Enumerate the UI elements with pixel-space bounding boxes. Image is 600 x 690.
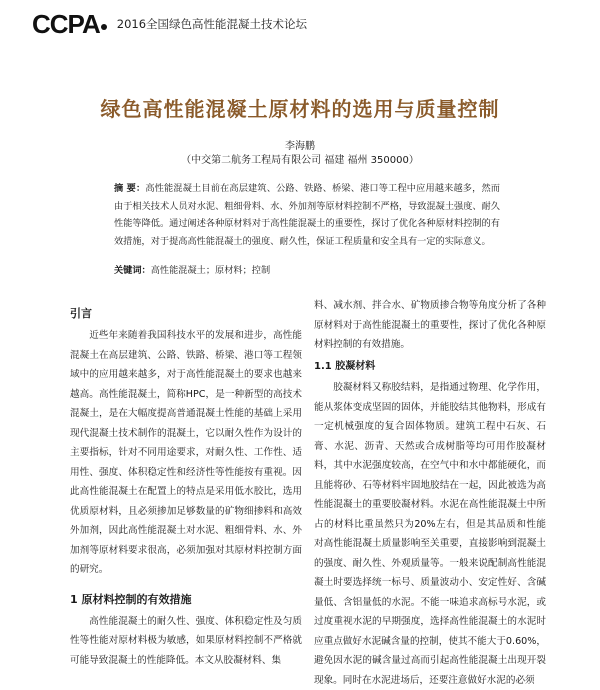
keywords [114, 262, 500, 276]
paper-title: 绿色高性能混凝土原材料的选用与质量控制 [100, 97, 500, 121]
intro-heading: 引言 [70, 307, 92, 320]
abstract [114, 180, 500, 250]
paper-author: 李海鹏 [285, 141, 315, 152]
keywords-text: 高性能混凝土；原材料；控制 [150, 265, 271, 276]
section11-heading: 1.1 胶凝材料 [314, 360, 376, 372]
right-column [314, 296, 546, 690]
continuation-paragraph: 料、减水剂、拌合水、矿物质掺合物等角度分析了各种原材料对于高性能混凝土的重要性，探讨了优化各种原材料控制的有效措施。 [314, 300, 546, 350]
page-header [32, 8, 308, 39]
ccpa-logo: CCPA [32, 8, 100, 39]
paper-affiliation: （中交第二航务工程局有限公司 福建 福州 350000） [181, 155, 419, 166]
abstract-text: 高性能混凝土目前在高层建筑、公路、铁路、桥梁、港口等工程中应用越来越多，然而由于相关技术人员对水泥、粗细骨料、水、外加剂等原材料控制不严格，导致混凝土强度、耐久性能等降低。通过阐述各种原材料对于高性能混凝土的重要性，探讨了优化各种原材料控制的有效措施，对于提高高性能混凝土的强度、耐久性，保证工程质量和安全具有一定的实际意义。 [114, 183, 500, 247]
intro-paragraph: 近些年来随着我国科技水平的发展和进步，高性能混凝土在高层建筑、公路、铁路、桥梁、港口等工程领域中的应用越来越多，对于高性能混凝土的要求也越来越高。高性能混凝土，简称HPC，是一种新型的高技术混凝土，是在大幅度提高普通混凝土性能的基础上采用现代混凝土技术制作的混凝土，它以耐久性作为设计的主要指标，针对不同用途要求，对耐久性、工作性、适用性、强度、体积稳定性和经济性等性能按有重视。因此高性能混凝土在配置上的特点是采用低水胶比，选用优质原材料，且必须掺加足够数量的矿物细掺料和高效外加剂，因此高性能混凝土对水泥、粗细骨料、水、外加剂等原材料要求很高，必须加强对其原材料控制方面的研究。 [70, 330, 302, 575]
section1-paragraph: 高性能混凝土的耐久性、强度、体积稳定性及匀质性等性能对原材料极为敏感，如果原材料控制不严格就可能导致混凝土的性能降低。本文从胶凝材料、集 [70, 615, 302, 666]
left-column [70, 300, 302, 670]
keywords-label: 关键词： [114, 265, 151, 276]
logo-dot-icon [101, 24, 107, 30]
abstract-label: 摘 要： [114, 183, 146, 194]
section11-paragraph: 胶凝材料又称胶结料，是指通过物理、化学作用，能从浆体变成坚固的固体，并能胶结其他物料，形成有一定机械强度的复合固体物质。建筑工程中石灰、石膏、水泥、沥青、天然或合成树脂等均可用作胶凝材料，其中水泥强度较高，在空气中和水中都能硬化，而且能将砂、石等材料牢固地胶结在一起，因此被选为高性能混凝土的重要胶凝材料。水泥在高性能混凝土中所占的材料比重虽然只为20%左右，但是其品质和性能对高性能混凝土质量影响至关重要，直接影响到混凝土的强度、耐久性、外观质量等。一般来说配制高性能混凝土时要选择统一标号、质量波动小、安定性好、含碱量低、含铝量低的水泥。不能一味追求高标号水泥，或过度重视水泥的早期强度，选择高性能混凝土的水泥时应重点做好水泥碱含量的控制，使其不能大于0.60%，避免因水泥的碱含量过高而引起高性能混凝土出现开裂现象。同时在水泥进场后，还要注意做好水泥的必须 [314, 382, 546, 686]
conference-name: 2016全国绿色高性能混凝土技术论坛 [116, 17, 308, 31]
section1-heading: 1 原材料控制的有效措施 [70, 592, 192, 606]
